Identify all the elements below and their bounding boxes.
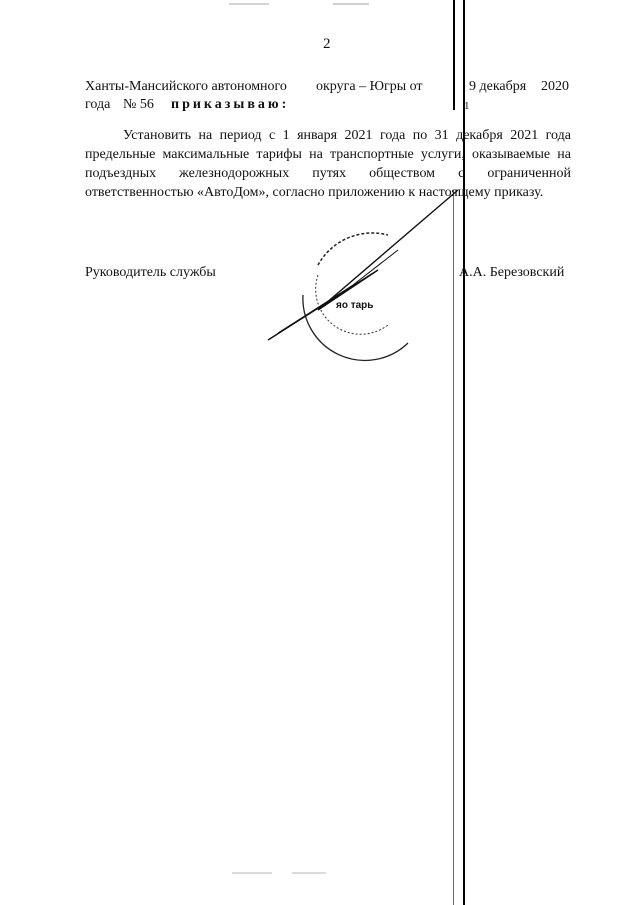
signature-stroke-main: [268, 190, 458, 340]
scan-noise-top: [229, 3, 269, 5]
stamp-text: яо тарь: [336, 300, 374, 311]
signature-stroke-secondary: [278, 250, 398, 333]
official-stamp-and-signature: [258, 215, 458, 355]
margin-mark: 1: [464, 100, 470, 112]
header-line-1-left: Ханты-Мансийского автономного: [85, 79, 287, 94]
order-number: № 56: [123, 97, 154, 112]
scan-noise-bottom: [232, 872, 272, 874]
scan-noise-bottom-2: [292, 872, 326, 874]
stamp-arc-top: [318, 233, 388, 265]
page-number: 2: [323, 36, 331, 52]
scan-noise-top-2: [333, 3, 369, 5]
header-date: 9 декабря: [469, 79, 527, 94]
header-year: 2020: [541, 79, 569, 94]
header-line-1-mid: округа – Югры от: [316, 79, 423, 94]
signer-title: Руководитель службы: [85, 265, 216, 280]
order-verb: приказываю:: [171, 97, 290, 112]
header-line-2-prefix: года: [85, 97, 111, 112]
signer-name: А.А. Березовский: [459, 265, 565, 280]
scan-line-left: [453, 0, 455, 110]
order-paragraph: Установить на период с 1 января 2021 года по 31 декабря 2021 года предельные максимальные тарифы на транспортные услуги, оказываемые на подъездных железнодорожных путях обществом с ограниченной ответственностью «АвтоДом», согласно приложению к настоящему приказу.: [85, 128, 571, 200]
